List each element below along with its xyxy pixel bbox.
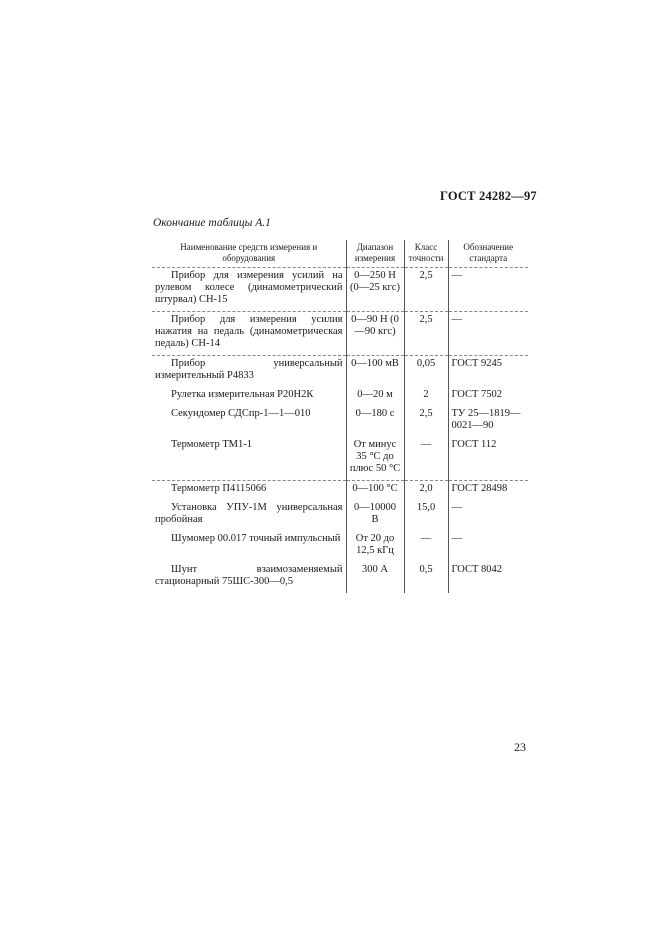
cell-standard: — <box>448 312 528 356</box>
equipment-table <box>152 240 528 593</box>
cell-range: 0—10000 В <box>346 500 404 531</box>
cell-class: 2,5 <box>404 406 448 437</box>
cell-standard: ГОСТ 112 <box>448 437 528 481</box>
cell-name: Шумомер 00.017 точный импульсный <box>171 533 341 544</box>
cell-range: 0—100 мВ <box>346 356 404 388</box>
cell-class: 0,5 <box>404 562 448 593</box>
cell-class: 0,05 <box>404 356 448 388</box>
standard-code: ГОСТ 24282—97 <box>440 189 537 203</box>
table-row <box>152 562 528 593</box>
cell-range: 0—90 Н (0—90 кгс) <box>346 312 404 356</box>
cell-range: 0—20 м <box>346 387 404 406</box>
cell-name: Термометр П4115066 <box>152 481 346 501</box>
cell-range: 0—100 °С <box>346 481 404 501</box>
cell-standard: ГОСТ 7502 <box>448 387 528 406</box>
cell-range: От 20 до 12,5 кГц <box>346 531 404 562</box>
page-number: 23 <box>514 740 526 754</box>
cell-name: Секундомер СДСпр-1—1—010 <box>171 408 311 419</box>
cell-name: Термометр ТМ1-1 <box>171 439 252 450</box>
cell-standard: — <box>448 268 528 312</box>
cell-standard: — <box>448 500 528 531</box>
cell-name: Рулетка измерительная Р20Н2К <box>171 389 314 400</box>
cell-standard: ТУ 25—1819—0021—90 <box>448 406 528 437</box>
table-row <box>152 437 528 481</box>
header-name: Наименование средств измерения и оборудования <box>180 242 318 263</box>
cell-name: Установка УПУ-1М универсальная пробойная <box>155 502 343 525</box>
cell-range: 300 А <box>346 562 404 593</box>
table-row <box>152 268 528 312</box>
cell-name: Прибор для измерения усилия нажатия на педаль (динамометрическая педаль) СН-14 <box>152 312 346 356</box>
cell-class: — <box>404 531 448 562</box>
cell-name: Шунт взаимозаменяемый стационарный 75ШС-300—0,5 <box>155 564 343 587</box>
table-row <box>152 406 528 437</box>
cell-class: 2,5 <box>404 312 448 356</box>
cell-class: 2,0 <box>404 481 448 501</box>
cell-class: 2 <box>404 387 448 406</box>
table-row <box>152 312 528 356</box>
header-range: Диапазон измерения <box>346 240 404 268</box>
cell-range: 0—180 с <box>346 406 404 437</box>
cell-standard: ГОСТ 8042 <box>448 562 528 593</box>
table-row <box>152 500 528 531</box>
cell-standard: ГОСТ 28498 <box>448 481 528 501</box>
cell-range: От минус 35 °С до плюс 50 °С <box>346 437 404 481</box>
table-row <box>152 481 528 501</box>
cell-name: Прибор универсальный измерительный Р4833 <box>152 356 346 388</box>
cell-class: — <box>404 437 448 481</box>
cell-name: Прибор для измерения усилий на рулевом колесе (динамометрический штурвал) СН-15 <box>152 268 346 312</box>
cell-standard: — <box>448 531 528 562</box>
table-caption: Окончание таблицы А.1 <box>153 217 271 229</box>
table-row <box>152 356 528 388</box>
cell-class: 2,5 <box>404 268 448 312</box>
header-standard: Обозначение стандарта <box>448 240 528 268</box>
table-header-row <box>152 240 528 268</box>
table-row <box>152 387 528 406</box>
cell-range: 0—250 Н (0—25 кгс) <box>346 268 404 312</box>
cell-standard: ГОСТ 9245 <box>448 356 528 388</box>
table-row <box>152 531 528 562</box>
header-class: Класс точности <box>404 240 448 268</box>
cell-class: 15,0 <box>404 500 448 531</box>
